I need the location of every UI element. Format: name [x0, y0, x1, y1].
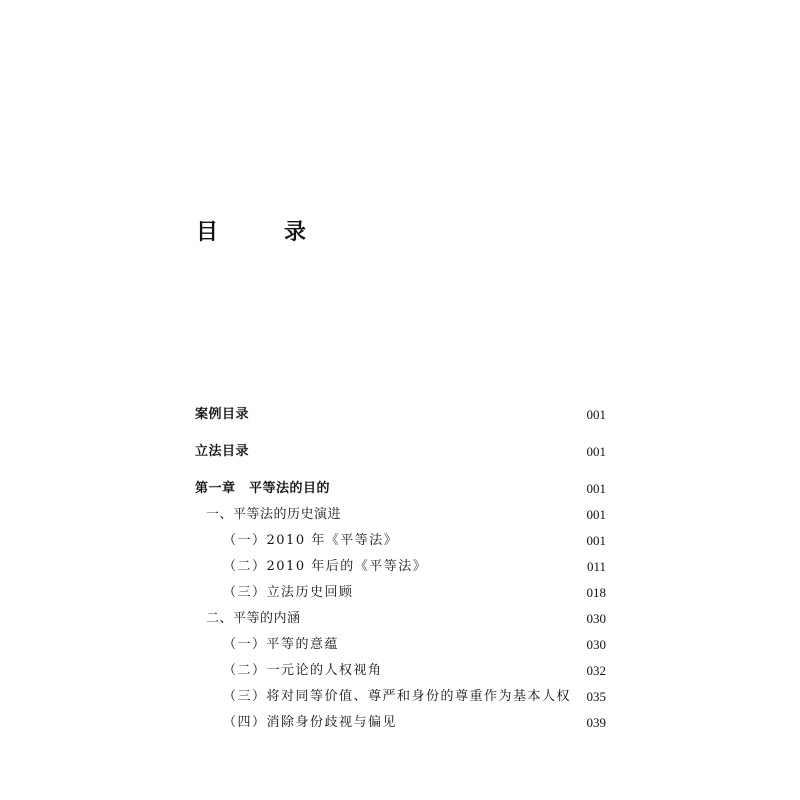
- toc-entry-section-1[interactable]: [195, 502, 606, 528]
- toc-entry-label: 一、平等法的历史演进: [206, 507, 342, 522]
- toc-entry-page: 030: [586, 611, 606, 626]
- toc-entry-page: 001: [586, 444, 606, 459]
- toc-entry-subsection-1-2[interactable]: [195, 554, 606, 580]
- toc-entry-subsection-2-4[interactable]: [195, 710, 606, 736]
- toc-entry-page: 032: [586, 663, 606, 678]
- toc-entry-label: （一）平等的意蕴: [223, 637, 340, 652]
- toc-entry-chapter-1[interactable]: [195, 476, 606, 502]
- toc-entry-page: 018: [586, 585, 606, 600]
- toc-entry-subsection-1-3[interactable]: [195, 580, 606, 606]
- toc-entry-subsection-1-1[interactable]: [195, 528, 606, 554]
- toc-entry-label: （三）将对同等价值、尊严和身份的尊重作为基本人权: [223, 689, 572, 704]
- toc-entry-label: 立法目录: [195, 444, 250, 459]
- toc-entry-page: 001: [586, 533, 606, 548]
- toc-entry-label: 案例目录: [195, 407, 250, 422]
- toc-entry-label: 二、平等的内涵: [206, 611, 301, 626]
- toc-entry-label: 第一章 平等法的目的: [195, 481, 331, 496]
- toc-entry-label: （二）2010 年后的《平等法》: [223, 559, 428, 574]
- toc-entry-page: 001: [586, 407, 606, 422]
- page-title: 目 录: [196, 220, 329, 245]
- table-of-contents: [195, 402, 606, 736]
- toc-entry-legislation-index[interactable]: [195, 439, 606, 465]
- toc-entry-page: 035: [586, 689, 606, 704]
- toc-entry-subsection-2-3[interactable]: [195, 684, 606, 710]
- toc-entry-label: （四）消除身份歧视与偏见: [223, 715, 398, 730]
- toc-entry-label: （三）立法历史回顾: [223, 585, 354, 600]
- toc-entry-label: （二）一元论的人权视角: [223, 663, 383, 678]
- toc-entry-page: 001: [586, 507, 606, 522]
- toc-entry-section-2[interactable]: [195, 606, 606, 632]
- toc-entry-subsection-2-1[interactable]: [195, 632, 606, 658]
- toc-entry-page: 030: [586, 637, 606, 652]
- toc-entry-subsection-2-2[interactable]: [195, 658, 606, 684]
- toc-entry-label: （一）2010 年《平等法》: [223, 533, 399, 548]
- toc-entry-page: 039: [586, 715, 606, 730]
- toc-entry-page: 001: [586, 481, 606, 496]
- toc-entry-case-index[interactable]: [195, 402, 606, 428]
- toc-entry-page: 011: [586, 559, 606, 574]
